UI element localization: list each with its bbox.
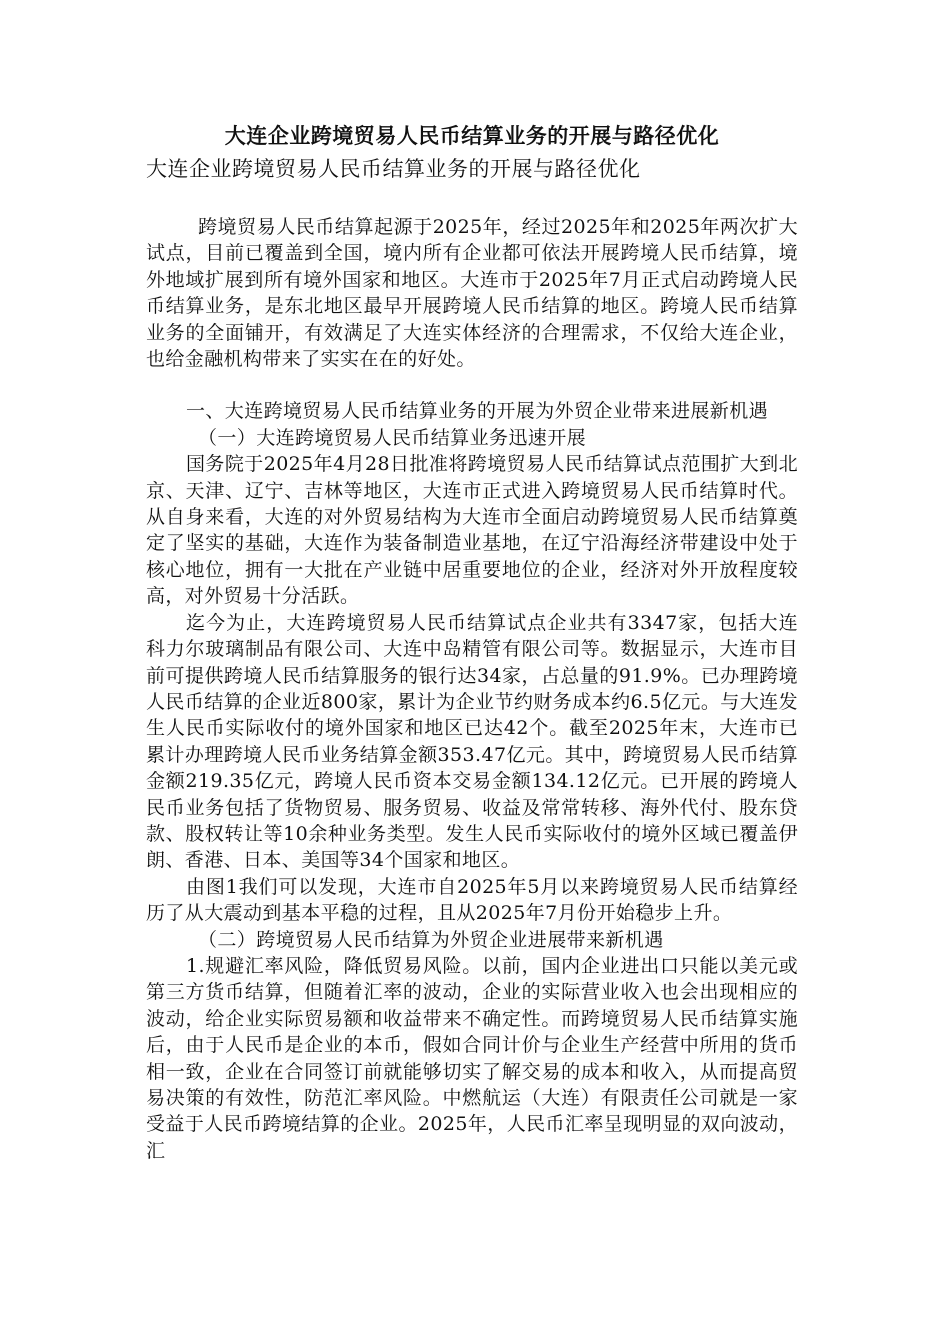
subsection-heading: （一）大连跨境贸易人民币结算业务迅速开展: [198, 426, 587, 449]
subsection-heading: （二）跨境贸易人民币结算为外贸企业进展带来新机遇: [198, 928, 664, 951]
body-paragraph: 由图1我们可以发现，大连市自2025年5月以来跨境贸易人民币结算经历了从大震动到基本平稳的过程，且从2025年7月份开始稳步上升。: [146, 875, 798, 925]
document-title: 大连企业跨境贸易人民币结算业务的开展与路径优化: [224, 123, 720, 148]
body-paragraph: 迄今为止，大连跨境贸易人民币结算试点企业共有3347家，包括大连科力尔玻璃制品有限公司、大连中岛精管有限公司等。数据显示，大连市目前可提供跨境人民币结算服务的银行达34家，占总量的91.9%。已办理跨境人民币结算的企业近800家，累计为企业节约财务成本约6.5亿元。与大连发生人民币实际收付的境外国家和地区已达42个。截至2025年末，大连市已累计办理跨境人民币业务结算金额353.47亿元。其中，跨境贸易人民币结算金额219.35亿元，跨境人民币资本交易金额134.12亿元。已开展的跨境人民币业务包括了货物贸易、服务贸易、收益及常常转移、海外代付、股东贷款、股权转让等10余种业务类型。发生人民币实际收付的境外区域已覆盖伊朗、香港、日本、美国等34个国家和地区。: [146, 611, 798, 872]
body-paragraph: 1.规避汇率风险，降低贸易风险。以前，国内企业进出口只能以美元或第三方货币结算，但随着汇率的波动，企业的实际营业收入也会出现相应的波动，给企业实际贸易额和收益带来不确定性。而跨境贸易人民币结算实施后，由于人民币是企业的本币，假如合同计价与企业生产经营中所用的货币相一致，企业在合同签订前就能够切实了解交易的成本和收入，从而提高贸易决策的有效性，防范汇率风险。中燃航运（大连）有限责任公司就是一家受益于人民币跨境结算的企业。2025年，人民币汇率呈现明显的双向波动，汇: [146, 954, 798, 1162]
body-paragraph: 国务院于2025年4月28日批准将跨境贸易人民币结算试点范围扩大到北京、天津、辽宁、吉林等地区，大连市正式进入跨境贸易人民币结算时代。从自身来看，大连的对外贸易结构为大连市全面启动跨境贸易人民币结算奠定了坚实的基础，大连作为装备制造业基地，在辽宁沿海经济带建设中处于核心地位，拥有一大批在产业链中居重要地位的企业，经济对外开放程度较高，对外贸易十分活跃。: [146, 453, 798, 608]
document-page: [146, 118, 798, 1164]
document-subtitle: 大连企业跨境贸易人民币结算业务的开展与路径优化: [146, 157, 641, 181]
intro-paragraph: 跨境贸易人民币结算起源于2025年，经过2025年和2025年两次扩大试点，目前已覆盖到全国，境内所有企业都可依法开展跨境人民币结算，境外地域扩展到所有境外国家和地区。大连市于2025年7月正式启动跨境人民币结算业务，是东北地区最早开展跨境人民币结算的地区。跨境人民币结算业务的全面铺开，有效满足了大连实体经济的合理需求，不仅给大连企业，也给金融机构带来了实实在在的好处。: [146, 216, 798, 371]
section-heading: 一、大连跨境贸易人民币结算业务的开展为外贸企业带来进展新机遇: [186, 400, 769, 423]
